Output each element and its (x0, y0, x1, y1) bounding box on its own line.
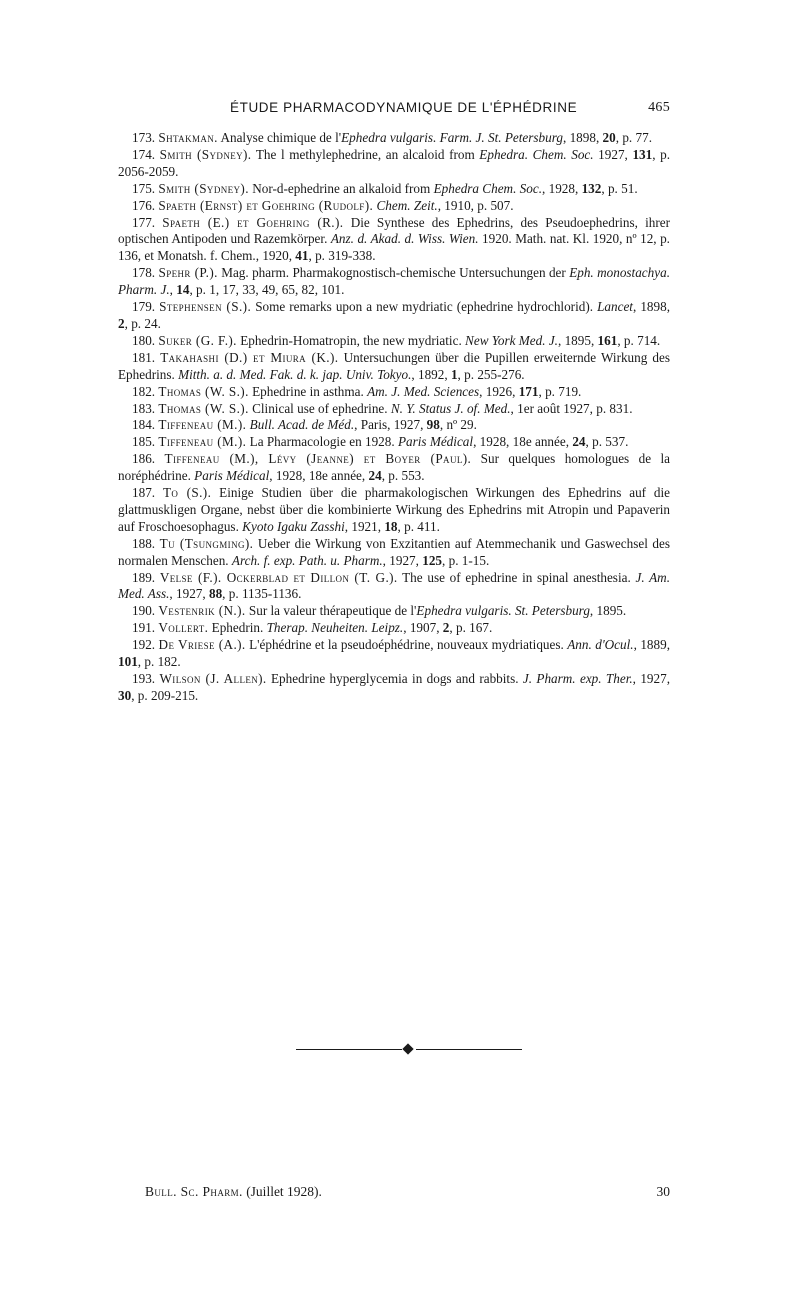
reference-text: 1920. Math. nat. Kl. 1920, nº 12, p. 136, et Monatsh. f. Chem., 1920, (118, 231, 670, 264)
reference-number: 173. (132, 130, 156, 145)
reference-text: , 1898, (632, 299, 671, 315)
footer-journal-name: Bull. Sc. Pharm. (145, 1184, 243, 1199)
reference-text: , p. 24. (124, 315, 161, 331)
reference-author: Wilson (J. Allen). (159, 671, 267, 686)
reference-volume: 101 (118, 654, 138, 670)
reference-source: Ephedra vulgaris. Farm. J. St. Petersburg (341, 130, 563, 145)
reference-entry (118, 434, 670, 451)
reference-text: , 1898, (562, 130, 603, 145)
reference-number: 185. (132, 434, 156, 450)
reference-text: Einige Studien über die pharmakologischen Wirkungen des Ephedrins auf die glattmuskligen Organe, nebst über die kombinierte Wirkung des Ephedrins mit Atropin und Papaverin auf Froschoesophagus. (118, 485, 671, 534)
reference-text: Ephedrine hyperglycemia in dogs and rabbits. (266, 671, 523, 686)
reference-volume: 161 (597, 332, 618, 348)
reference-text: , p. 51. (601, 180, 638, 196)
reference-number: 186. (132, 451, 156, 467)
reference-number: 175. (132, 180, 156, 196)
reference-number: 183. (132, 400, 156, 416)
divider-line-right (416, 1049, 522, 1050)
reference-volume: 125 (422, 552, 443, 568)
reference-text: , p. 553. (381, 468, 425, 484)
reference-author: Suker (G. F.). (158, 332, 237, 348)
reference-source: J. Pharm. exp. Ther. (522, 671, 633, 686)
reference-entry (118, 536, 670, 570)
reference-author: Takahashi (D.) et Miura (K.). (160, 349, 339, 365)
section-divider-ornament (296, 1044, 522, 1054)
reference-text: , 1895. (589, 603, 627, 619)
reference-text: , 1921, (344, 518, 385, 534)
reference-text: , p. 1, 17, 33, 49, 65, 82, 101. (189, 282, 345, 298)
reference-number: 182. (132, 383, 156, 399)
page-header (118, 100, 670, 124)
reference-text: Ephedrine in asthma. (248, 383, 368, 399)
reference-text: , p. 537. (585, 434, 629, 450)
reference-text: , p. 411. (397, 518, 440, 534)
page-number: 465 (648, 100, 670, 115)
reference-source: Chem. Zeit. (376, 197, 438, 213)
reference-source: N. Y. Status J. of. Med. (390, 400, 511, 416)
reference-text: , (169, 282, 177, 298)
reference-text: Ephedrin. (208, 620, 267, 636)
reference-text: Die Synthese des Ephedrins, des Pseudoephedrins, ihrer optischen Antipoden und Razemkörper. (118, 214, 671, 247)
reference-author: De Vriese (A.). (158, 637, 246, 653)
reference-text: Untersuchungen über die Pupillen erweiternde Wirkung des Ephedrins. (118, 349, 671, 382)
reference-number: 190. (132, 603, 156, 619)
reference-text: , p. 182. (137, 654, 181, 670)
reference-entry (118, 265, 670, 299)
reference-number: 178. (132, 265, 156, 281)
reference-text: , p. 2056-2059. (118, 146, 671, 179)
reference-entry (118, 350, 670, 384)
reference-volume: 171 (518, 383, 539, 399)
reference-volume: 2 (118, 315, 125, 331)
reference-source: Paris Médical (397, 434, 474, 450)
running-title: ÉTUDE PHARMACODYNAMIQUE DE L'ÉPHÉDRINE (230, 100, 578, 115)
reference-text: , p. 209-215. (131, 687, 199, 703)
reference-volume: 131 (632, 146, 653, 162)
reference-number: 184. (132, 417, 156, 433)
reference-text: , p. 719. (538, 383, 582, 399)
reference-source: Anz. d. Akad. d. Wiss. Wien. (330, 231, 479, 247)
reference-text: , 1927, (632, 671, 671, 686)
reference-author: Velse (F.). Ockerblad et Dillon (T. G.). (159, 569, 398, 585)
reference-number: 180. (132, 332, 156, 348)
reference-text: , 1er août 1927, p. 831. (510, 400, 633, 416)
reference-volume: 30 (118, 687, 132, 703)
reference-text: Analyse chimique de l' (217, 130, 342, 145)
reference-number: 174. (132, 146, 156, 162)
reference-author: Shtakman. (158, 130, 218, 145)
reference-volume: 20 (602, 130, 616, 145)
reference-text: , 1928, 18e année, (269, 468, 369, 484)
reference-source: Kyoto Igaku Zasshi (242, 518, 345, 534)
diamond-icon (402, 1043, 413, 1054)
reference-entry (118, 198, 670, 215)
reference-volume: 24 (368, 468, 382, 484)
reference-text: Some remarks upon a new mydriatic (ephedrine hydrochlorid). (251, 299, 598, 315)
reference-text: , p. 714. (617, 332, 661, 348)
reference-text: , 1907, (403, 620, 443, 636)
reference-text: , 1928, 18e année, (473, 434, 573, 450)
reference-source: New York Med. J. (465, 332, 558, 348)
reference-source: Ephedra Chem. Soc. (433, 180, 543, 196)
reference-text: Nor-d-ephedrine an alkaloid from (248, 180, 434, 196)
reference-number: 193. (132, 671, 156, 686)
reference-volume: 98 (426, 417, 440, 433)
reference-author: Vestenrik (N.). (158, 603, 246, 619)
reference-text: , p. 319-338. (308, 248, 376, 264)
reference-volume: 24 (572, 434, 586, 450)
reference-author: Smith (Sydney). (159, 146, 252, 162)
reference-author: To (S.). (162, 485, 212, 501)
divider-line-left (296, 1049, 402, 1050)
reference-entry (118, 384, 670, 401)
reference-text: , 1928, (542, 180, 582, 196)
reference-text: , Paris, 1927, (354, 417, 427, 433)
reference-entry (118, 401, 670, 418)
reference-source: Arch. f. exp. Path. u. Pharm. (231, 552, 383, 568)
reference-text: , 1927, (382, 552, 423, 568)
reference-text: , nº 29. (439, 417, 477, 433)
reference-entry (118, 417, 670, 434)
reference-text: Ephedrin-Homatropin, the new mydriatic. (236, 332, 466, 348)
reference-entry (118, 130, 670, 147)
reference-text: , 1895, (557, 332, 598, 348)
reference-source: Ann. d'Ocul. (567, 637, 634, 653)
reference-source: Therap. Neuheiten. Leipz. (266, 620, 404, 636)
reference-number: 187. (132, 485, 156, 501)
reference-number: 176. (132, 197, 156, 213)
reference-author: Tu (Tsungming). (159, 535, 254, 551)
reference-entry (118, 637, 670, 671)
reference-entry (118, 671, 670, 705)
reference-entry (118, 299, 670, 333)
reference-volume: 14 (176, 282, 190, 298)
reference-volume: 1 (450, 366, 458, 382)
reference-entry (118, 215, 670, 266)
reference-text: Clinical use of ephedrine. (248, 400, 391, 416)
reference-number: 189. (132, 569, 156, 585)
reference-number: 181. (132, 349, 156, 365)
reference-entry (118, 620, 670, 637)
reference-source: Am. J. Med. Sciences (367, 383, 480, 399)
reference-source: Ephedra vulgaris. St. Petersburg (416, 603, 590, 619)
reference-author: Thomas (W. S.). (158, 400, 249, 416)
reference-number: 177. (132, 214, 156, 230)
reference-author: Spehr (P.). (158, 265, 218, 281)
reference-source: Bull. Acad. de Méd. (249, 417, 355, 433)
reference-text: , p. 167. (449, 620, 493, 636)
reference-author: Smith (Sydney). (158, 180, 249, 196)
reference-text: , p. 255-276. (457, 366, 525, 382)
reference-source: Paris Médical (194, 468, 270, 484)
reference-text: , p. 1135-1136. (222, 586, 302, 602)
reference-text: , 1889, (633, 637, 670, 653)
reference-text: Mag. pharm. Pharmakognostisch-chemische Untersuchungen der (217, 265, 570, 281)
reference-text: Sur la valeur thérapeutique de l' (245, 603, 417, 619)
reference-author: Tiffeneau (M.), Lévy (Jeanne) et Boyer (Paul). (164, 451, 472, 467)
reference-source: Lancet (597, 299, 633, 315)
reference-author: Spaeth (E.) et Goehring (R.). (162, 214, 344, 230)
reference-source: Ephedra. Chem. Soc. (479, 146, 594, 162)
reference-source: Eph. monostachya. Pharm. J. (118, 265, 670, 298)
footer-date: (Juillet 1928). (246, 1184, 322, 1199)
reference-author: Stephensen (S.). (159, 299, 252, 315)
reference-entry (118, 147, 670, 181)
reference-entry (118, 451, 670, 485)
reference-number: 192. (132, 637, 156, 653)
reference-author: Vollert. (158, 620, 209, 636)
reference-text: The use of ephedrine in spinal anesthesia. (397, 569, 636, 585)
reference-volume: 41 (295, 248, 309, 264)
reference-text: , p. 77. (615, 130, 652, 145)
reference-source: Mitth. a. d. Med. Fak. d. k. jap. Univ. Tokyo. (178, 366, 412, 382)
reference-text: , 1927, (169, 586, 209, 602)
reference-author: Tiffeneau (M.). (158, 417, 247, 433)
reference-volume: 132 (581, 180, 602, 196)
reference-number: 191. (132, 620, 156, 636)
reference-author: Thomas (W. S.). (158, 383, 249, 399)
reference-text: , 1910, p. 507. (437, 197, 514, 213)
reference-author: Spaeth (Ernst) et Goehring (Rudolf). (158, 197, 374, 213)
reference-list (118, 130, 670, 705)
reference-text: L'éphédrine et la pseudoéphédrine, nouveaux mydriatiques. (245, 637, 568, 653)
reference-number: 188. (132, 535, 156, 551)
reference-text: Sur quelques homologues de la noréphédrine. (118, 451, 670, 484)
footer-signature: 30 (656, 1184, 670, 1199)
reference-volume: 2 (442, 620, 450, 636)
reference-text: , 1926, (479, 383, 519, 399)
reference-volume: 18 (384, 518, 398, 534)
footer-journal (145, 1184, 322, 1200)
reference-entry (118, 570, 670, 604)
reference-volume: 88 (208, 586, 223, 602)
reference-text: 1927, (593, 146, 633, 162)
reference-entry (118, 333, 670, 350)
reference-text: , 1892, (411, 366, 451, 382)
reference-author: Tiffeneau (M.). (158, 434, 247, 450)
reference-text: Ueber die Wirkung von Exzitantien auf Atemmechanik und Gaswechsel des normalen Menschen. (118, 535, 670, 568)
reference-text: La Pharmacologie en 1928. (246, 434, 398, 450)
reference-entry (118, 485, 670, 536)
reference-entry (118, 181, 670, 198)
reference-text: The l methylephedrine, an alcaloid from (251, 146, 480, 162)
reference-text: , p. 1-15. (442, 552, 490, 568)
reference-number: 179. (132, 299, 156, 315)
reference-source: J. Am. Med. Ass. (118, 569, 670, 602)
reference-entry (118, 603, 670, 620)
